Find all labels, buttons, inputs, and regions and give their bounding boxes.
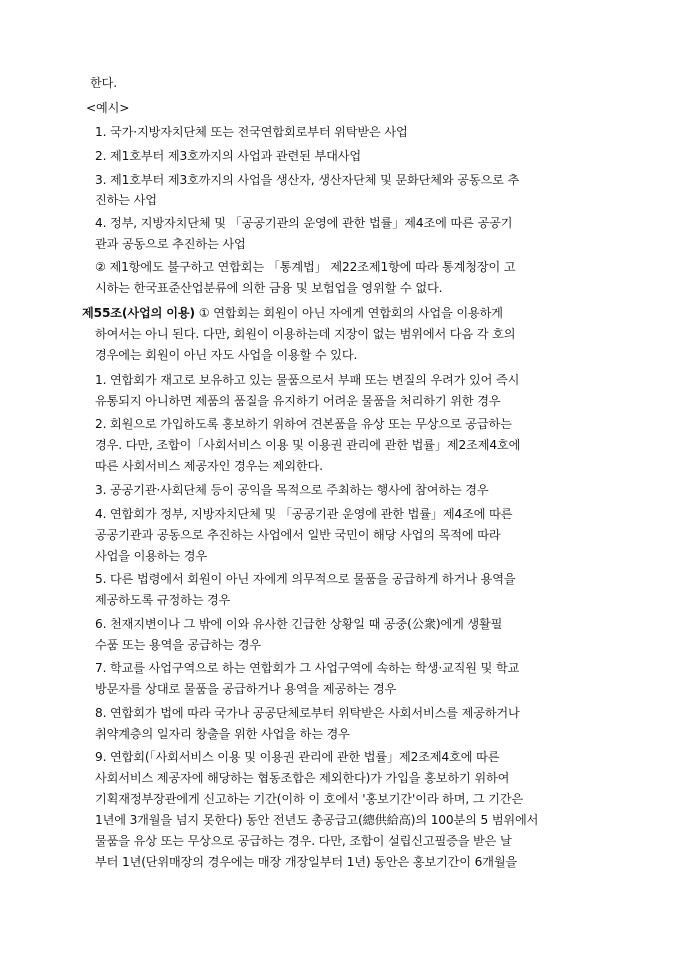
text-line: 1. 국가·지방자치단체 또는 전국연합회로부터 위탁받은 사업 xyxy=(95,125,408,139)
text-line: 한다. xyxy=(90,76,117,90)
article-55-heading xyxy=(82,305,503,321)
text-line: 1. 연합회가 재고로 보유하고 있는 물품으로서 부패 또는 변질의 우려가 있어 즉시 xyxy=(95,373,520,387)
text-line: 사회서비스 제공자에 해당하는 협동조합은 제외한다)가 가입을 홍보하기 위하여 xyxy=(95,771,510,785)
text-line: 부터 1년(단위매장의 경우에는 매장 개장일부터 1년) 동안은 홍보기간이 6개월을 xyxy=(95,855,518,869)
text-line: 2. 회원으로 가입하도록 홍보하기 위하여 견본품을 유상 또는 무상으로 공급하는 xyxy=(95,417,512,431)
text-line: 관과 공동으로 추진하는 사업 xyxy=(95,237,246,251)
text-line: 9. 연합회(「사회서비스 이용 및 이용권 관리에 관한 법률」제2조제4호에 따른 xyxy=(95,750,500,764)
text-line: 진하는 사업 xyxy=(95,193,157,207)
text-line: 취약계층의 일자리 창출을 위한 사업을 하는 경우 xyxy=(95,727,350,741)
article-text: ① 연합회는 회원이 아닌 자에게 연합회의 사업을 이용하게 xyxy=(194,306,503,320)
text-line: 따른 사회서비스 제공자인 경우는 제외한다. xyxy=(95,459,323,473)
text-line: 2. 제1호부터 제3호까지의 사업과 관련된 부대사업 xyxy=(95,149,361,163)
text-line: 6. 천재지변이나 그 밖에 이와 유사한 긴급한 상황일 때 공중(公衆)에게 생활필 xyxy=(95,617,503,631)
text-line: <예시> xyxy=(86,101,130,115)
text-line: 물품을 유상 또는 무상으로 공급하는 경우. 다만, 조합이 설립신고필증을 받은 날 xyxy=(95,834,512,848)
text-line: 3. 제1호부터 제3호까지의 사업을 생산자, 생산자단체 및 문화단체와 공동으로 추 xyxy=(95,173,520,187)
text-line: 1년에 3개월을 넘지 못한다) 동안 전년도 총공급고(總供給高)의 100분의 5 범위에서 xyxy=(95,813,539,827)
text-line: 5. 다른 법령에서 회원이 아닌 자에게 의무적으로 물품을 공급하게 하거나 용역을 xyxy=(95,572,516,586)
text-line: 경우에는 회원이 아닌 자도 사업을 이용할 수 있다. xyxy=(95,348,358,362)
text-line: 기획재정부장관에게 신고하는 기간(이하 이 호에서 '홍보기간'이라 하며, 그 기간은 xyxy=(95,792,524,806)
text-line: 경우. 다만, 조합이「사회서비스 이용 및 이용권 관리에 관한 법률」제2조제4호에 xyxy=(95,438,521,452)
text-line: 방문자를 상대로 물품을 공급하거나 용역을 제공하는 경우 xyxy=(95,682,397,696)
text-line: 8. 연합회가 법에 따라 국가나 공공단체로부터 위탁받은 사회서비스를 제공하거나 xyxy=(95,706,520,720)
text-line: 사업을 이용하는 경우 xyxy=(95,549,208,563)
text-line: 하여서는 아니 된다. 다만, 회원이 이용하는데 지장이 없는 범위에서 다음 각 호의 xyxy=(95,327,516,341)
text-line: 4. 정부, 지방자치단체 및 「공공기관의 운영에 관한 법률」제4조에 따른 공공기 xyxy=(95,216,513,230)
text-line: ② 제1항에도 불구하고 연합회는 「통계법」 제22조제1항에 따라 통계청장이 고 xyxy=(95,260,516,274)
text-line: 공공기관과 공동으로 추진하는 사업에서 일반 국민이 해당 사업의 목적에 따라 xyxy=(95,528,501,542)
article-title: 제55조(사업의 이용) xyxy=(82,306,195,320)
text-line: 시하는 한국표준산업분류에 의한 금융 및 보험업을 영위할 수 없다. xyxy=(95,281,443,295)
text-line: 제공하도록 규정하는 경우 xyxy=(95,593,231,607)
text-line: 3. 공공기관·사회단체 등이 공익을 목적으로 주최하는 행사에 참여하는 경우 xyxy=(95,483,489,497)
text-line: 수품 또는 용역을 공급하는 경우 xyxy=(95,638,261,652)
text-line: 7. 학교를 사업구역으로 하는 연합회가 그 사업구역에 속하는 학생·교직원 및 학교 xyxy=(95,661,520,675)
text-line: 유통되지 아니하면 제품의 품질을 유지하기 어려운 물품을 처리하기 위한 경우 xyxy=(95,394,501,408)
text-line: 4. 연합회가 정부, 지방자치단체 및 「공공기관 운영에 관한 법률」제4조에 따른 xyxy=(95,507,513,521)
